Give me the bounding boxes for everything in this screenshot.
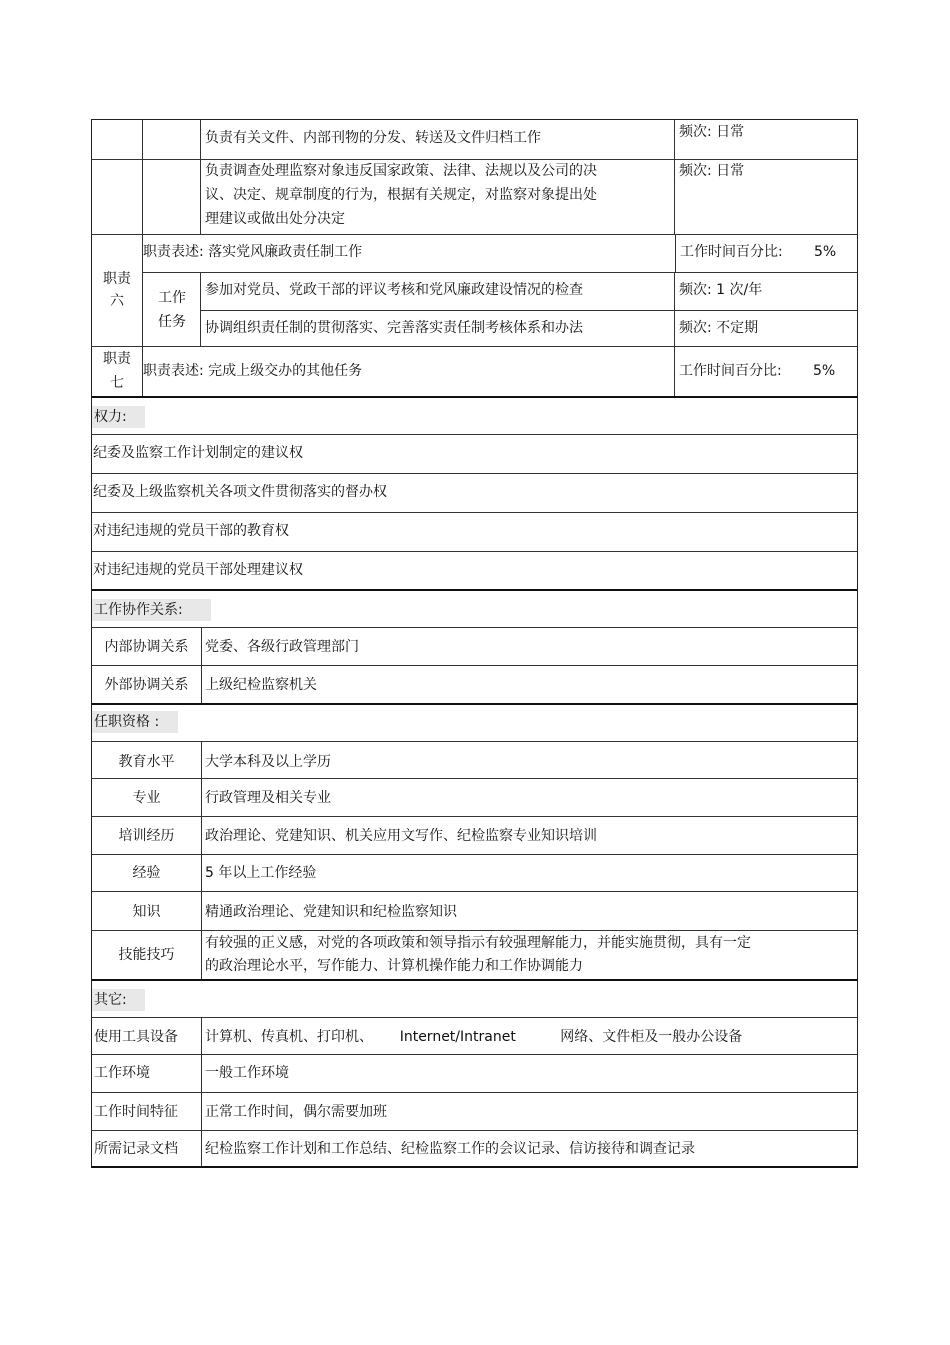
duty-label-cell (142, 120, 200, 159)
task-cell (200, 160, 674, 234)
relation-label: 内部协调关系 (104, 639, 189, 655)
task-text: 负责有关文件、内部刊物的分发、转送及文件归档工作 (205, 130, 541, 146)
relation-value: 上级纪检监察机关 (205, 677, 317, 693)
task-text-line: 理建议或做出处分决定 (205, 211, 345, 227)
other-row (91, 1054, 858, 1092)
relations-heading: 工作协作关系: (92, 599, 211, 621)
pct-label: 工作时间百分比: (679, 363, 782, 379)
other-label: 使用工具设备 (94, 1029, 178, 1045)
other-row (91, 1130, 858, 1168)
duty-six-desc: 职责表述: 落实党风廉政责任制工作 (143, 244, 363, 260)
freq-text: 频次: 日常 (679, 124, 745, 140)
freq-cell (674, 120, 857, 159)
task-text-line: 议、决定、规章制度的行为，根据有关规定，对监察对象提出处 (205, 187, 597, 203)
other-heading: 其它: (92, 989, 145, 1011)
qualification-label: 经验 (132, 865, 161, 881)
duty-row (91, 119, 858, 159)
qualification-value: 大学本科及以上学历 (205, 754, 331, 770)
other-heading-row (91, 979, 858, 1017)
qualification-row (91, 930, 858, 979)
qualification-label: 知识 (132, 904, 161, 920)
qualification-label: 技能技巧 (118, 947, 175, 963)
qualification-label: 教育水平 (118, 754, 175, 770)
task-cell (200, 120, 674, 159)
other-label: 工作环境 (94, 1065, 150, 1081)
task-text-line: 负责调查处理监察对象违反国家政策、法律、法规以及公司的决 (205, 163, 597, 179)
qualification-value-line: 有较强的正义感，对党的各项政策和领导指示有较强理解能力，并能实施贯彻，具有一定 (205, 935, 751, 951)
qualification-row (91, 778, 858, 816)
duty-six-desc-row (142, 235, 857, 272)
duty-seven-desc: 职责表述: 完成上级交办的其他任务 (143, 363, 363, 379)
qualification-value: 政治理论、党建知识、机关应用文写作、纪检监察专业知识培训 (205, 828, 597, 844)
pct-label: 工作时间百分比: (680, 244, 783, 260)
freq-text: 频次: 日常 (679, 163, 745, 179)
task-label-cell: 工作 任务 (142, 272, 200, 346)
relation-row (91, 665, 858, 703)
qualifications-heading: 任职资格 : (92, 711, 178, 733)
duty-row (91, 159, 858, 234)
qualification-value: 行政管理及相关专业 (205, 790, 331, 806)
qualification-label: 专业 (132, 790, 161, 806)
relations-heading-row (91, 589, 858, 627)
freq-cell: 频次: 1 次/年 (674, 272, 857, 310)
authority-item: 纪委及监察工作计划制定的建议权 (91, 434, 858, 473)
relation-row (91, 627, 858, 665)
qualification-value: 精通政治理论、党建知识和纪检监察知识 (205, 904, 457, 920)
relation-label: 外部协调关系 (104, 677, 189, 693)
authority-heading: 权力: (92, 406, 145, 428)
qualification-row (91, 816, 858, 854)
other-value: 计算机、传真机、打印机、 Internet/Intranet 网络、文件柜及一般办公设备 (205, 1029, 743, 1045)
qualification-row (91, 741, 858, 778)
qualification-value: 5 年以上工作经验 (205, 865, 317, 881)
qualification-label: 培训经历 (118, 828, 175, 844)
pct-value: 5% (813, 363, 836, 379)
task-cell: 协调组织责任制的贯彻落实、完善落实责任制考核体系和办法 (200, 310, 674, 346)
qualification-row (91, 891, 858, 930)
job-description-table (91, 119, 858, 1168)
freq-cell (674, 160, 857, 234)
other-label: 工作时间特征 (94, 1104, 178, 1120)
other-value: 一般工作环境 (205, 1065, 289, 1081)
other-value: 纪检监察工作计划和工作总结、纪检监察工作的会议记录、信访接待和调查记录 (205, 1141, 695, 1157)
duty-six-label: 职责 六 (103, 271, 131, 309)
authority-item: 对违纪违规的党员干部的教育权 (91, 512, 858, 551)
pct-value: 5% (814, 244, 837, 260)
authority-heading-row (91, 396, 858, 434)
duty-seven-label: 职责 七 (103, 351, 131, 391)
qualification-row (91, 854, 858, 891)
authority-item: 纪委及上级监察机关各项文件贯彻落实的督办权 (91, 473, 858, 512)
task-cell: 参加对党员、党政干部的评议考核和党风廉政建设情况的检查 (200, 272, 674, 310)
duty-six-block (91, 234, 858, 346)
duty-label-cell (142, 160, 200, 234)
relation-value: 党委、各级行政管理部门 (205, 639, 359, 655)
duty-seven-row (91, 346, 858, 396)
other-row (91, 1092, 858, 1130)
freq-cell: 频次: 不定期 (674, 310, 857, 346)
other-row (91, 1017, 858, 1054)
qualification-value-line: 的政治理论水平，写作能力、计算机操作能力和工作协调能力 (205, 958, 583, 974)
authority-item: 对违纪违规的党员干部处理建议权 (91, 551, 858, 589)
other-label: 所需记录文档 (94, 1141, 178, 1157)
qualifications-heading-row (91, 703, 858, 741)
other-value: 正常工作时间，偶尔需要加班 (205, 1104, 387, 1120)
